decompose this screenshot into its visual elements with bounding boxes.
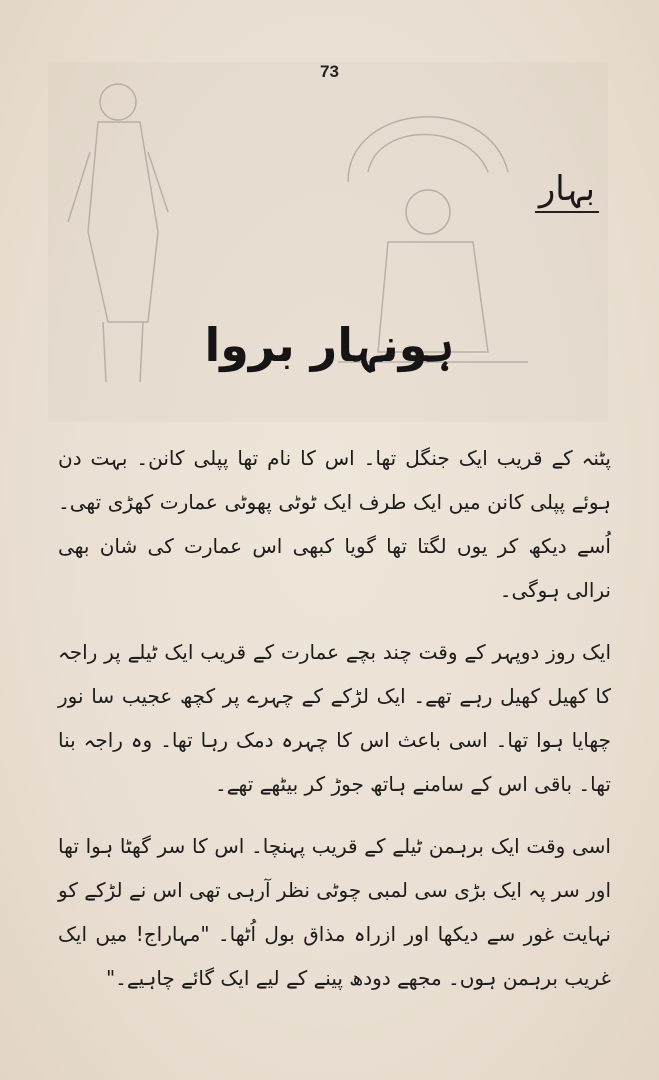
paragraph-1: پٹنہ کے قریب ایک جنگل تھا۔ اس کا نام تھا پپلی کانن۔ بہت دن ہوئے پپلی کانن میں ایک طرف ایک ٹوٹی پھوٹی عمارت کھڑی تھی۔ اُسے دیکھ کر یوں لگتا تھا گویا کبھی اس عمارت کی شان بھی نرالی ہوگی۔ (58, 446, 611, 602)
story-body (58, 436, 611, 1012)
page-number: 73 (320, 62, 339, 81)
paragraph-2: ایک روز دوپہر کے وقت چند بچے عمارت کے قریب ایک ٹیلے پر راجہ کا کھیل کھیل رہے تھے۔ ایک لڑکے کے چہرے پر کچھ عجیب سا نور چھایا ہوا تھا۔ اسی باعث اس کا چہرہ دمک رہا تھا۔ وہ راجہ بنا تھا۔ باقی اس کے سامنے ہاتھ جوڑ کر بیٹھے تھے۔ (58, 640, 611, 796)
paragraph-3: اسی وقت ایک برہمن ٹیلے کے قریب پہنچا۔ اس کا سر گھٹا ہوا تھا اور سر پہ ایک بڑی سی لمبی چوٹی نظر آرہی تھی اس نے لڑکے کو نہایت غور سے دیکھا اور ازراہ مذاق بول اُٹھا۔ "مہاراج! میں ایک غریب برہمن ہوں۔ مجھے دودھ پینے کے لیے ایک گائے چاہیے۔" (58, 834, 611, 990)
section-label: بہار (535, 168, 599, 213)
story-title: ہونہار بروا (204, 318, 455, 372)
